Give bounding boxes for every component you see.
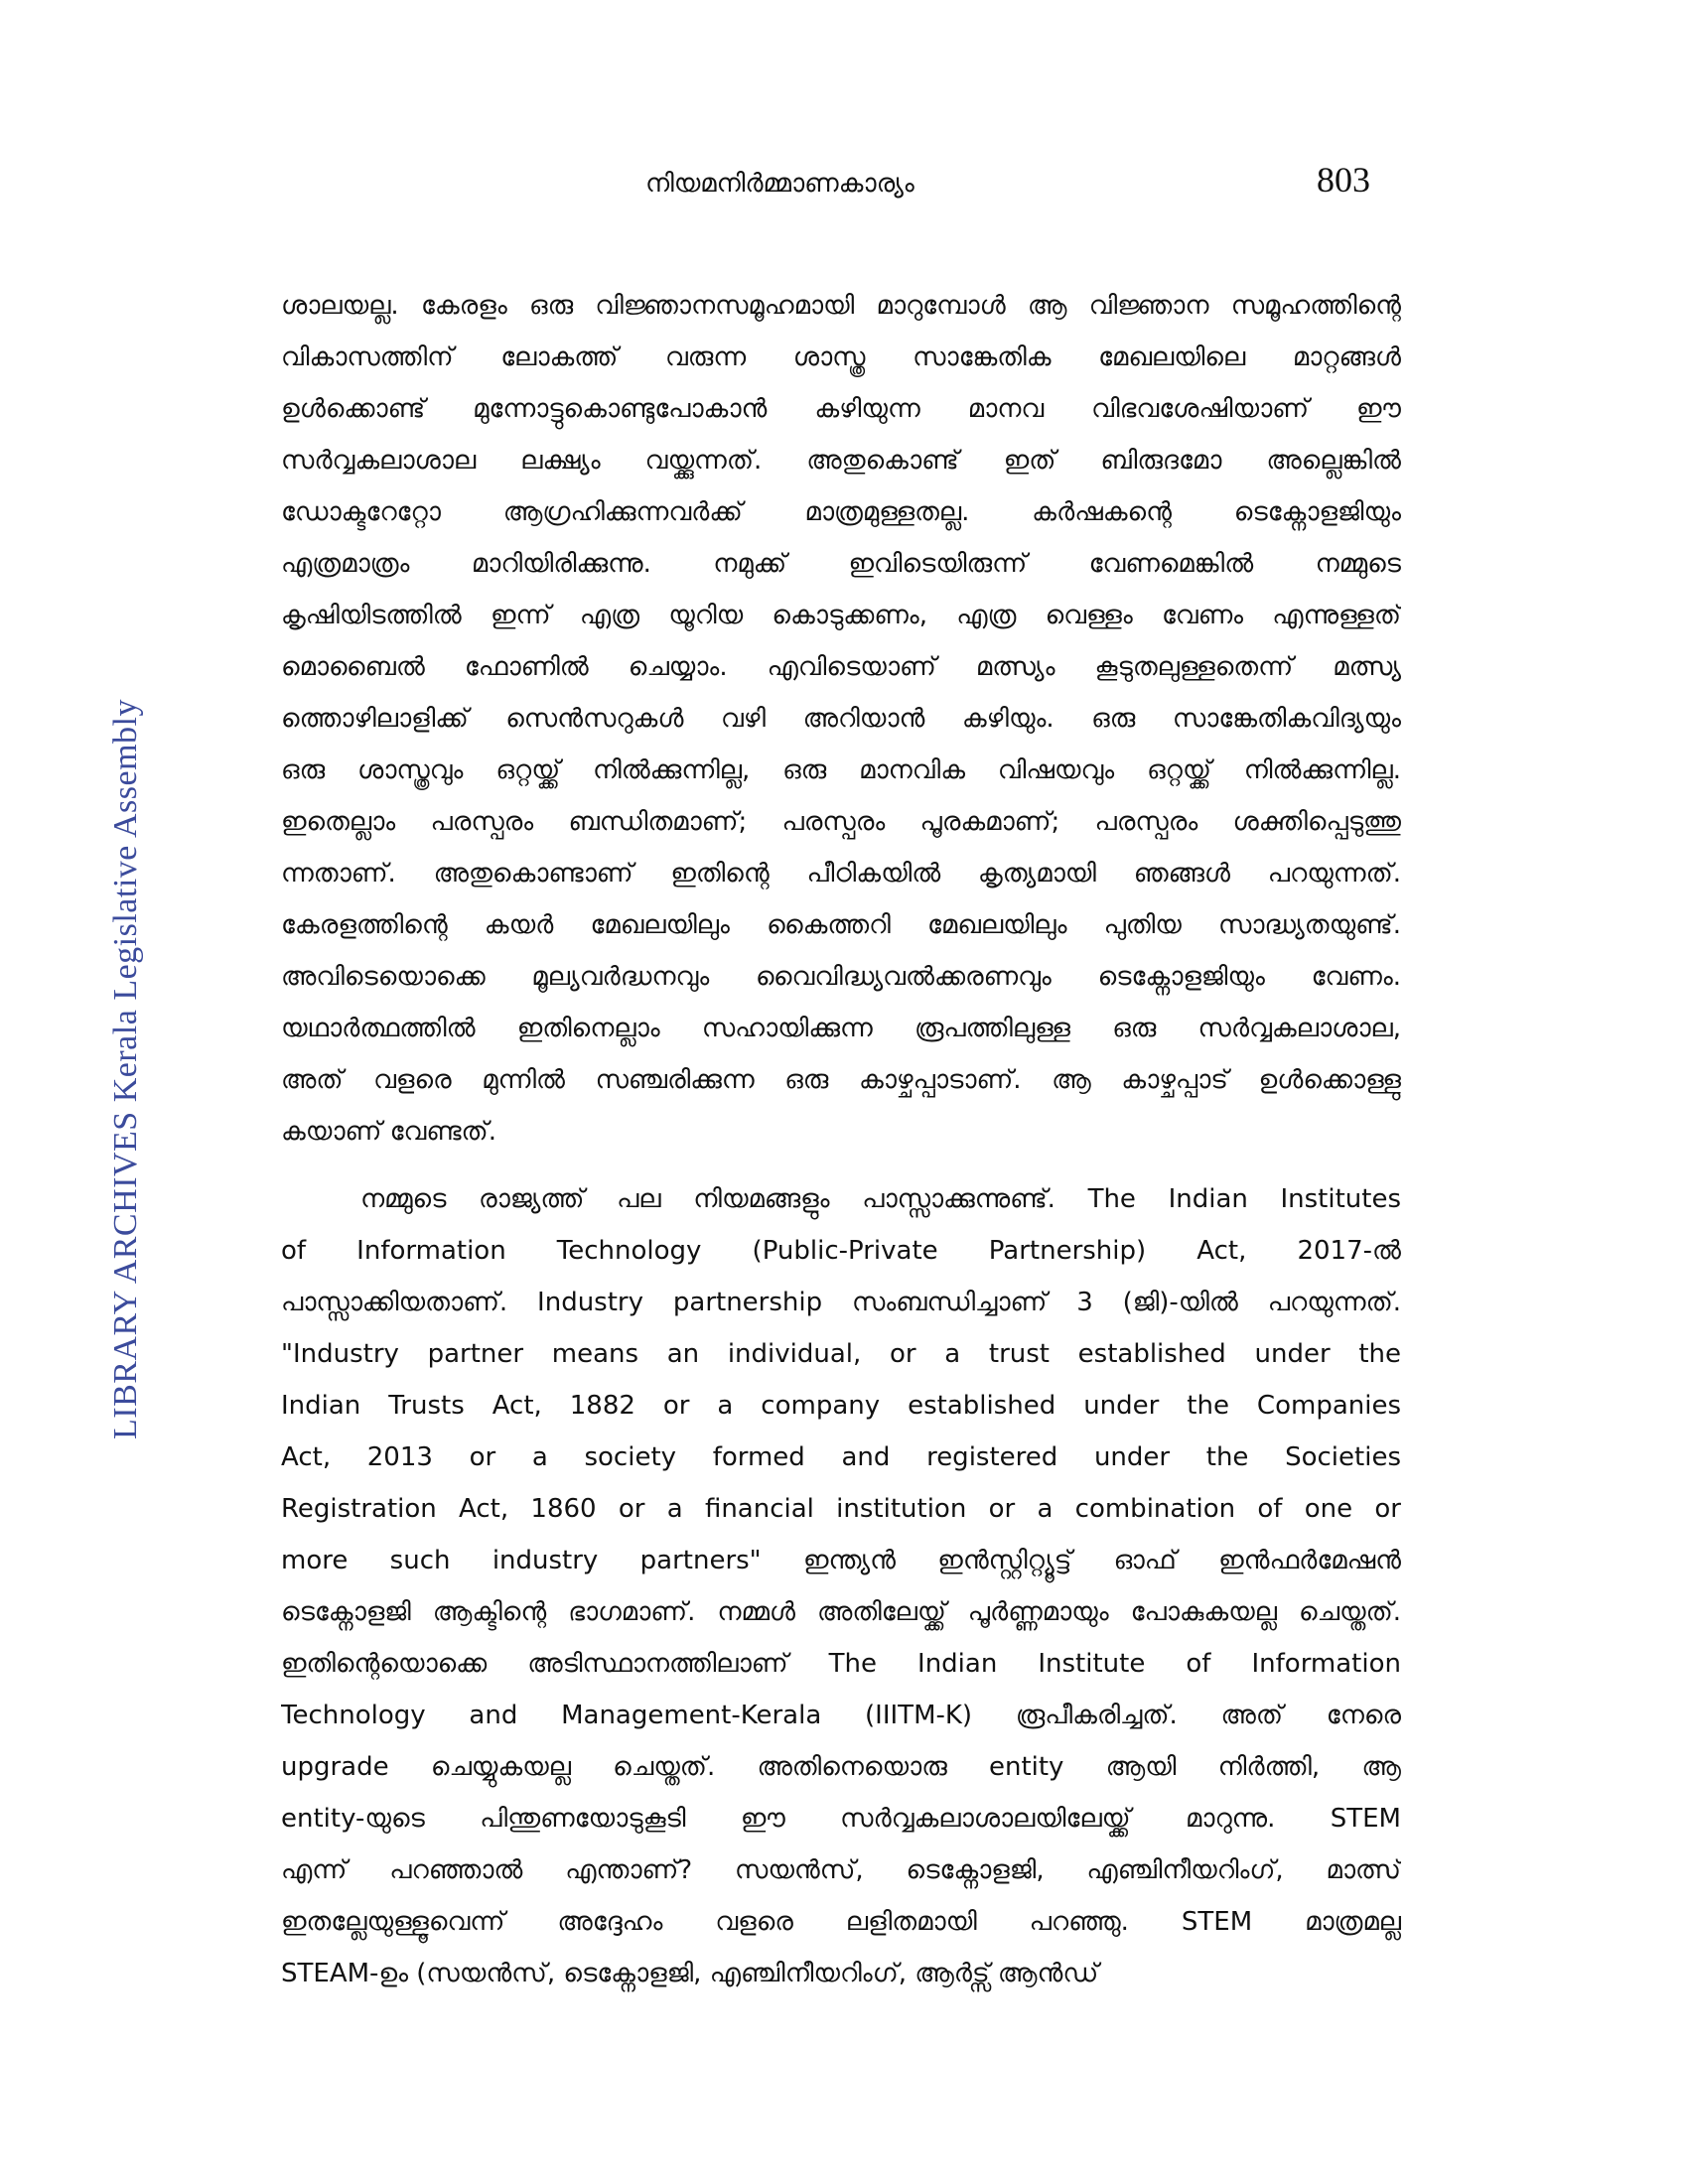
body-paragraph-2 xyxy=(281,1173,1401,1999)
text-line: STEAM-ഉം (സയൻസ്, ടെക്നോളജി, എഞ്ചിനീയറിംഗ്, ആർട്സ് ആൻഡ് xyxy=(281,1959,1099,1988)
body-paragraph-1 xyxy=(281,280,1401,1158)
text-line: ശാലയല്ല. കേരളം ഒരു വിജ്ഞാനസമൂഹമായി മാറുമ്പോൾ ആ വിജ്ഞാന സമൂഹത്തിന്റെ xyxy=(281,291,1401,321)
text-line: ന്നതാണ്. അതുകൊണ്ടാണ് ഇതിന്റെ പീഠികയിൽ കൃത്യമായി ഞങ്ങൾ പറയുന്നത്. xyxy=(281,859,1401,888)
archive-watermark: LIBRARY ARCHIVES Kerala Legislative Assembly xyxy=(107,699,144,1440)
text-line: ഇതിന്റെയൊക്കെ അടിസ്ഥാനത്തിലാണ് The Indian Institute of Information xyxy=(281,1649,1401,1679)
text-line: Act, 2013 or a society formed and registered under the Societies xyxy=(281,1442,1401,1472)
text-line: Technology and Management-Kerala (IIITM-K) രൂപീകരിച്ചത്. അത് നേരെ xyxy=(281,1701,1401,1730)
text-line: ഇതല്ലേയുള്ളൂവെന്ന് അദ്ദേഹം വളരെ ലളിതമായി പറഞ്ഞു. STEM മാത്രമല്ല xyxy=(281,1907,1401,1937)
text-line: കയാണ് വേണ്ടത്. xyxy=(281,1117,496,1147)
text-line: കൃഷിയിടത്തിൽ ഇന്ന് എത്ര യൂറിയ കൊടുക്കണം, എത്ര വെള്ളം വേണം എന്നുള്ളത് xyxy=(281,601,1401,630)
text-line: more such industry partners" ഇന്ത്യൻ ഇൻസ്റ്റിറ്റ്യൂട്ട് ഓഫ് ഇൻഫർമേഷൻ xyxy=(281,1546,1401,1575)
text-line: "Industry partner means an individual, or a trust established under the xyxy=(281,1339,1401,1369)
text-line: സർവ്വകലാശാല ലക്ഷ്യം വയ്ക്കുന്നത്. അതുകൊണ്ട് ഇത് ബിരുദമോ അല്ലെങ്കിൽ xyxy=(281,446,1401,476)
text-line: of Information Technology (Public-Private Partnership) Act, 2017-ൽ xyxy=(281,1236,1401,1266)
text-line: കേരളത്തിന്റെ കയർ മേഖലയിലും കൈത്തറി മേഖലയിലും പുതിയ സാദ്ധ്യതയുണ്ട്. xyxy=(281,910,1401,940)
text-line: എത്രമാത്രം മാറിയിരിക്കുന്നു. നമുക്ക് ഇവിടെയിരുന്ന് വേണമെങ്കിൽ നമ്മുടെ xyxy=(281,549,1401,579)
text-line: upgrade ചെയ്യുകയല്ല ചെയ്തത്. അതിനെയൊരു entity ആയി നിർത്തി, ആ xyxy=(281,1752,1401,1782)
text-line: വികാസത്തിന് ലോകത്ത് വരുന്ന ശാസ്ത്ര സാങ്കേതിക മേഖലയിലെ മാറ്റങ്ങൾ xyxy=(281,342,1401,372)
running-header-title: നിയമനിർമ്മാണകാര്യം xyxy=(645,169,914,199)
text-line: നമ്മുടെ രാജ്യത്ത് പല നിയമങ്ങളും പാസ്സാക്കുന്നുണ്ട്. The Indian Institutes xyxy=(360,1184,1401,1214)
text-line: Registration Act, 1860 or a financial institution or a combination of one or xyxy=(281,1494,1401,1524)
text-line: ഒരു ശാസ്ത്രവും ഒറ്റയ്ക്ക് നിൽക്കുന്നില്ല, ഒരു മാനവിക വിഷയവും ഒറ്റയ്ക്ക് നിൽക്കുന്നില്ല. xyxy=(281,755,1401,785)
text-line: ഇതെല്ലാം പരസ്പരം ബന്ധിതമാണ്; പരസ്പരം പൂരകമാണ്; പരസ്പരം ശക്തിപ്പെടുത്തു xyxy=(281,807,1401,837)
text-line: മൊബൈൽ ഫോണിൽ ചെയ്യാം. എവിടെയാണ് മത്സ്യം കൂടുതലുള്ളതെന്ന് മത്സ്യ xyxy=(281,652,1401,682)
page-number: 803 xyxy=(1317,160,1370,200)
text-line: യഥാർത്ഥത്തിൽ ഇതിനെല്ലാം സഹായിക്കുന്ന രൂപത്തിലുള്ള ഒരു സർവ്വകലാശാല, xyxy=(281,1014,1401,1043)
text-line: Indian Trusts Act, 1882 or a company established under the Companies xyxy=(281,1391,1401,1421)
text-line: ടെക്നോളജി ആക്ടിന്റെ ഭാഗമാണ്. നമ്മൾ അതിലേയ്ക്ക് പൂർണ്ണമായും പോകുകയല്ല ചെയ്തത്. xyxy=(281,1597,1401,1627)
text-line: ഉൾക്കൊണ്ട് മുന്നോട്ടുകൊണ്ടുപോകാൻ കഴിയുന്ന മാനവ വിഭവശേഷിയാണ് ഈ xyxy=(281,394,1401,424)
text-line: അത് വളരെ മുന്നിൽ സഞ്ചരിക്കുന്ന ഒരു കാഴ്ചപ്പാടാണ്. ആ കാഴ്ചപ്പാട് ഉൾക്കൊള്ളു xyxy=(281,1065,1401,1095)
text-line: ഡോക്ടറേറ്റോ ആഗ്രഹിക്കുന്നവർക്ക് മാത്രമുള്ളതല്ല. കർഷകന്റെ ടെക്നോളജിയും xyxy=(281,497,1401,527)
text-line: പാസ്സാക്കിയതാണ്. Industry partnership സംബന്ധിച്ചാണ് 3 (ജി)-യിൽ പറയുന്നത്. xyxy=(281,1288,1401,1317)
text-line: ത്തൊഴിലാളിക്ക് സെൻസറുകൾ വഴി അറിയാൻ കഴിയും. ഒരു സാങ്കേതികവിദ്യയും xyxy=(281,704,1401,734)
text-line: entity-യുടെ പിന്തുണയോടുകൂടി ഈ സർവ്വകലാശാലയിലേയ്ക്ക് മാറുന്നു. STEM xyxy=(281,1804,1401,1834)
text-line: അവിടെയൊക്കെ മൂല്യവർദ്ധനവും വൈവിദ്ധ്യവൽക്കരണവും ടെക്നോളജിയും വേണം. xyxy=(281,962,1401,992)
text-line: എന്ന് പറഞ്ഞാൽ എന്താണ്? സയൻസ്, ടെക്നോളജി, എഞ്ചിനീയറിംഗ്, മാത്സ് xyxy=(281,1855,1401,1885)
